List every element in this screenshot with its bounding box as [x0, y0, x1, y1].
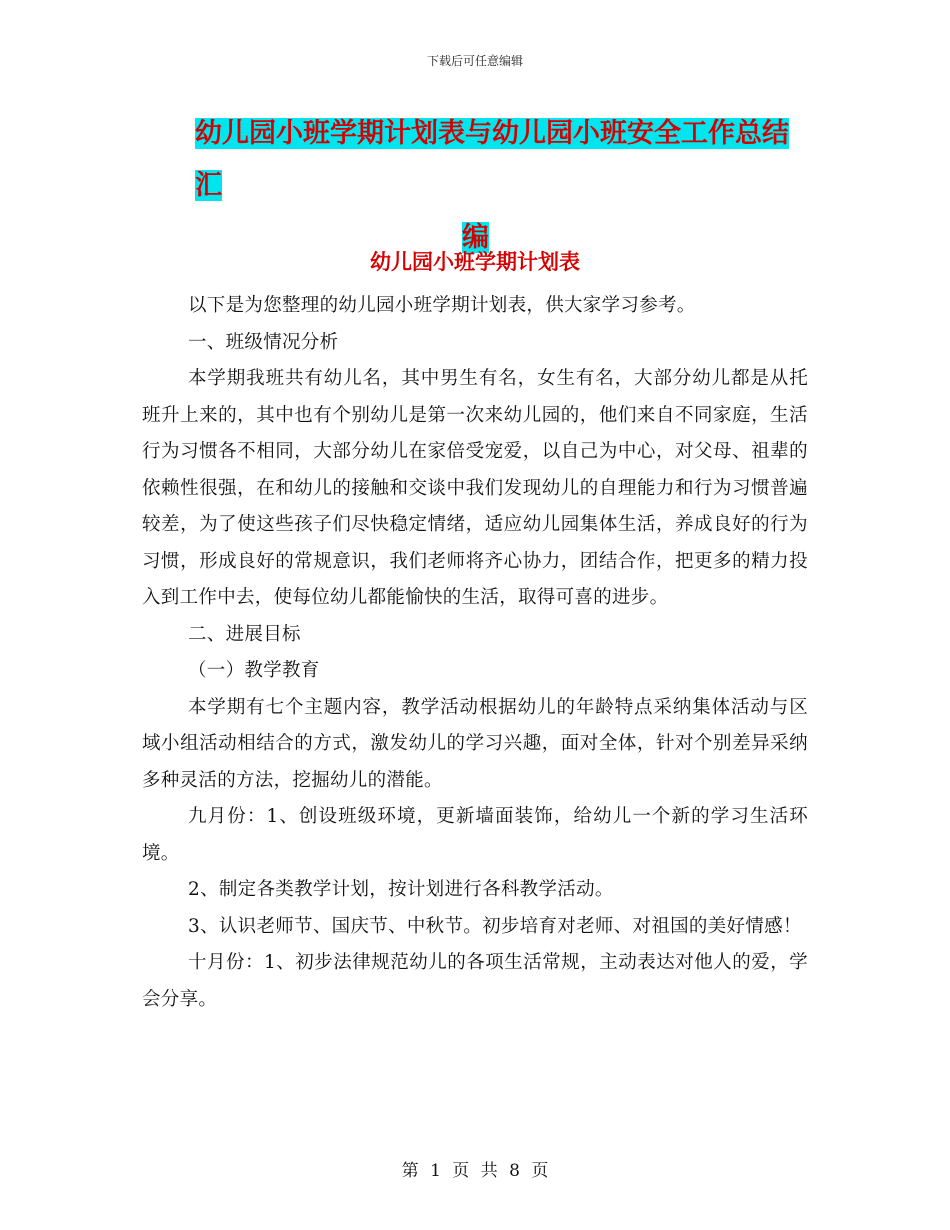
header-note: 下载后可任意编辑 [426, 54, 523, 68]
main-title-line2: 编 [462, 222, 489, 253]
heading-teaching: （一）教学教育 [188, 660, 320, 681]
main-title-line1: 幼儿园小班学期计划表与幼儿园小班安全工作总结汇 [195, 118, 789, 201]
document-body [142, 288, 808, 1018]
paragraph-class-analysis: 本学期我班共有幼儿名，其中男生有名，女生有名，大部分幼儿都是从托班升上来的，其中也有个别幼儿是第一次来幼儿园的，他们来自不同家庭，生活行为习惯各不相同，大部分幼儿在家倍受宠爱，以自己为中心，对父母、祖辈的依赖性很强，在和幼儿的接触和交谈中我们发现幼儿的自理能力和行为习惯普遍较差，为了使这些孩子们尽快稳定情绪，适应幼儿园集体生活，养成良好的行为习惯，形成良好的常规意识，我们老师将齐心协力，团结合作，把更多的精力投入到工作中去，使每位幼儿都能愉快的生活，取得可喜的进步。 [142, 368, 808, 608]
paragraph-teaching: 本学期有七个主题内容，教学活动根据幼儿的年龄特点采纳集体活动与区域小组活动相结合的方式，激发幼儿的学习兴趣，面对全体，针对个别差异采纳多种灵活的方法，挖掘幼儿的潜能。 [142, 696, 808, 791]
heading-class-analysis: 一、班级情况分析 [188, 331, 339, 353]
paragraph-september-3: 3、认识老师节、国庆节、中秋节。初步培育对老师、对祖国的美好情感！ [188, 915, 802, 937]
paragraph-intro: 以下是为您整理的幼儿园小班学期计划表，供大家学习参考。 [188, 295, 696, 316]
page-footer: 第 1 页 共 8 页 [401, 1161, 549, 1181]
main-title [195, 108, 815, 264]
sub-title: 幼儿园小班学期计划表 [370, 250, 580, 274]
paragraph-october-1: 十月份：1、初步法律规范幼儿的各项生活常规，主动表达对他人的爱，学会分享。 [142, 952, 808, 1010]
paragraph-september-2: 2、制定各类教学计划，按计划进行各科教学活动。 [188, 879, 614, 900]
paragraph-september-1: 九月份：1、创设班级环境，更新墙面装饰，给幼儿一个新的学习生活环境。 [142, 806, 808, 864]
heading-goals: 二、进展目标 [188, 623, 301, 645]
